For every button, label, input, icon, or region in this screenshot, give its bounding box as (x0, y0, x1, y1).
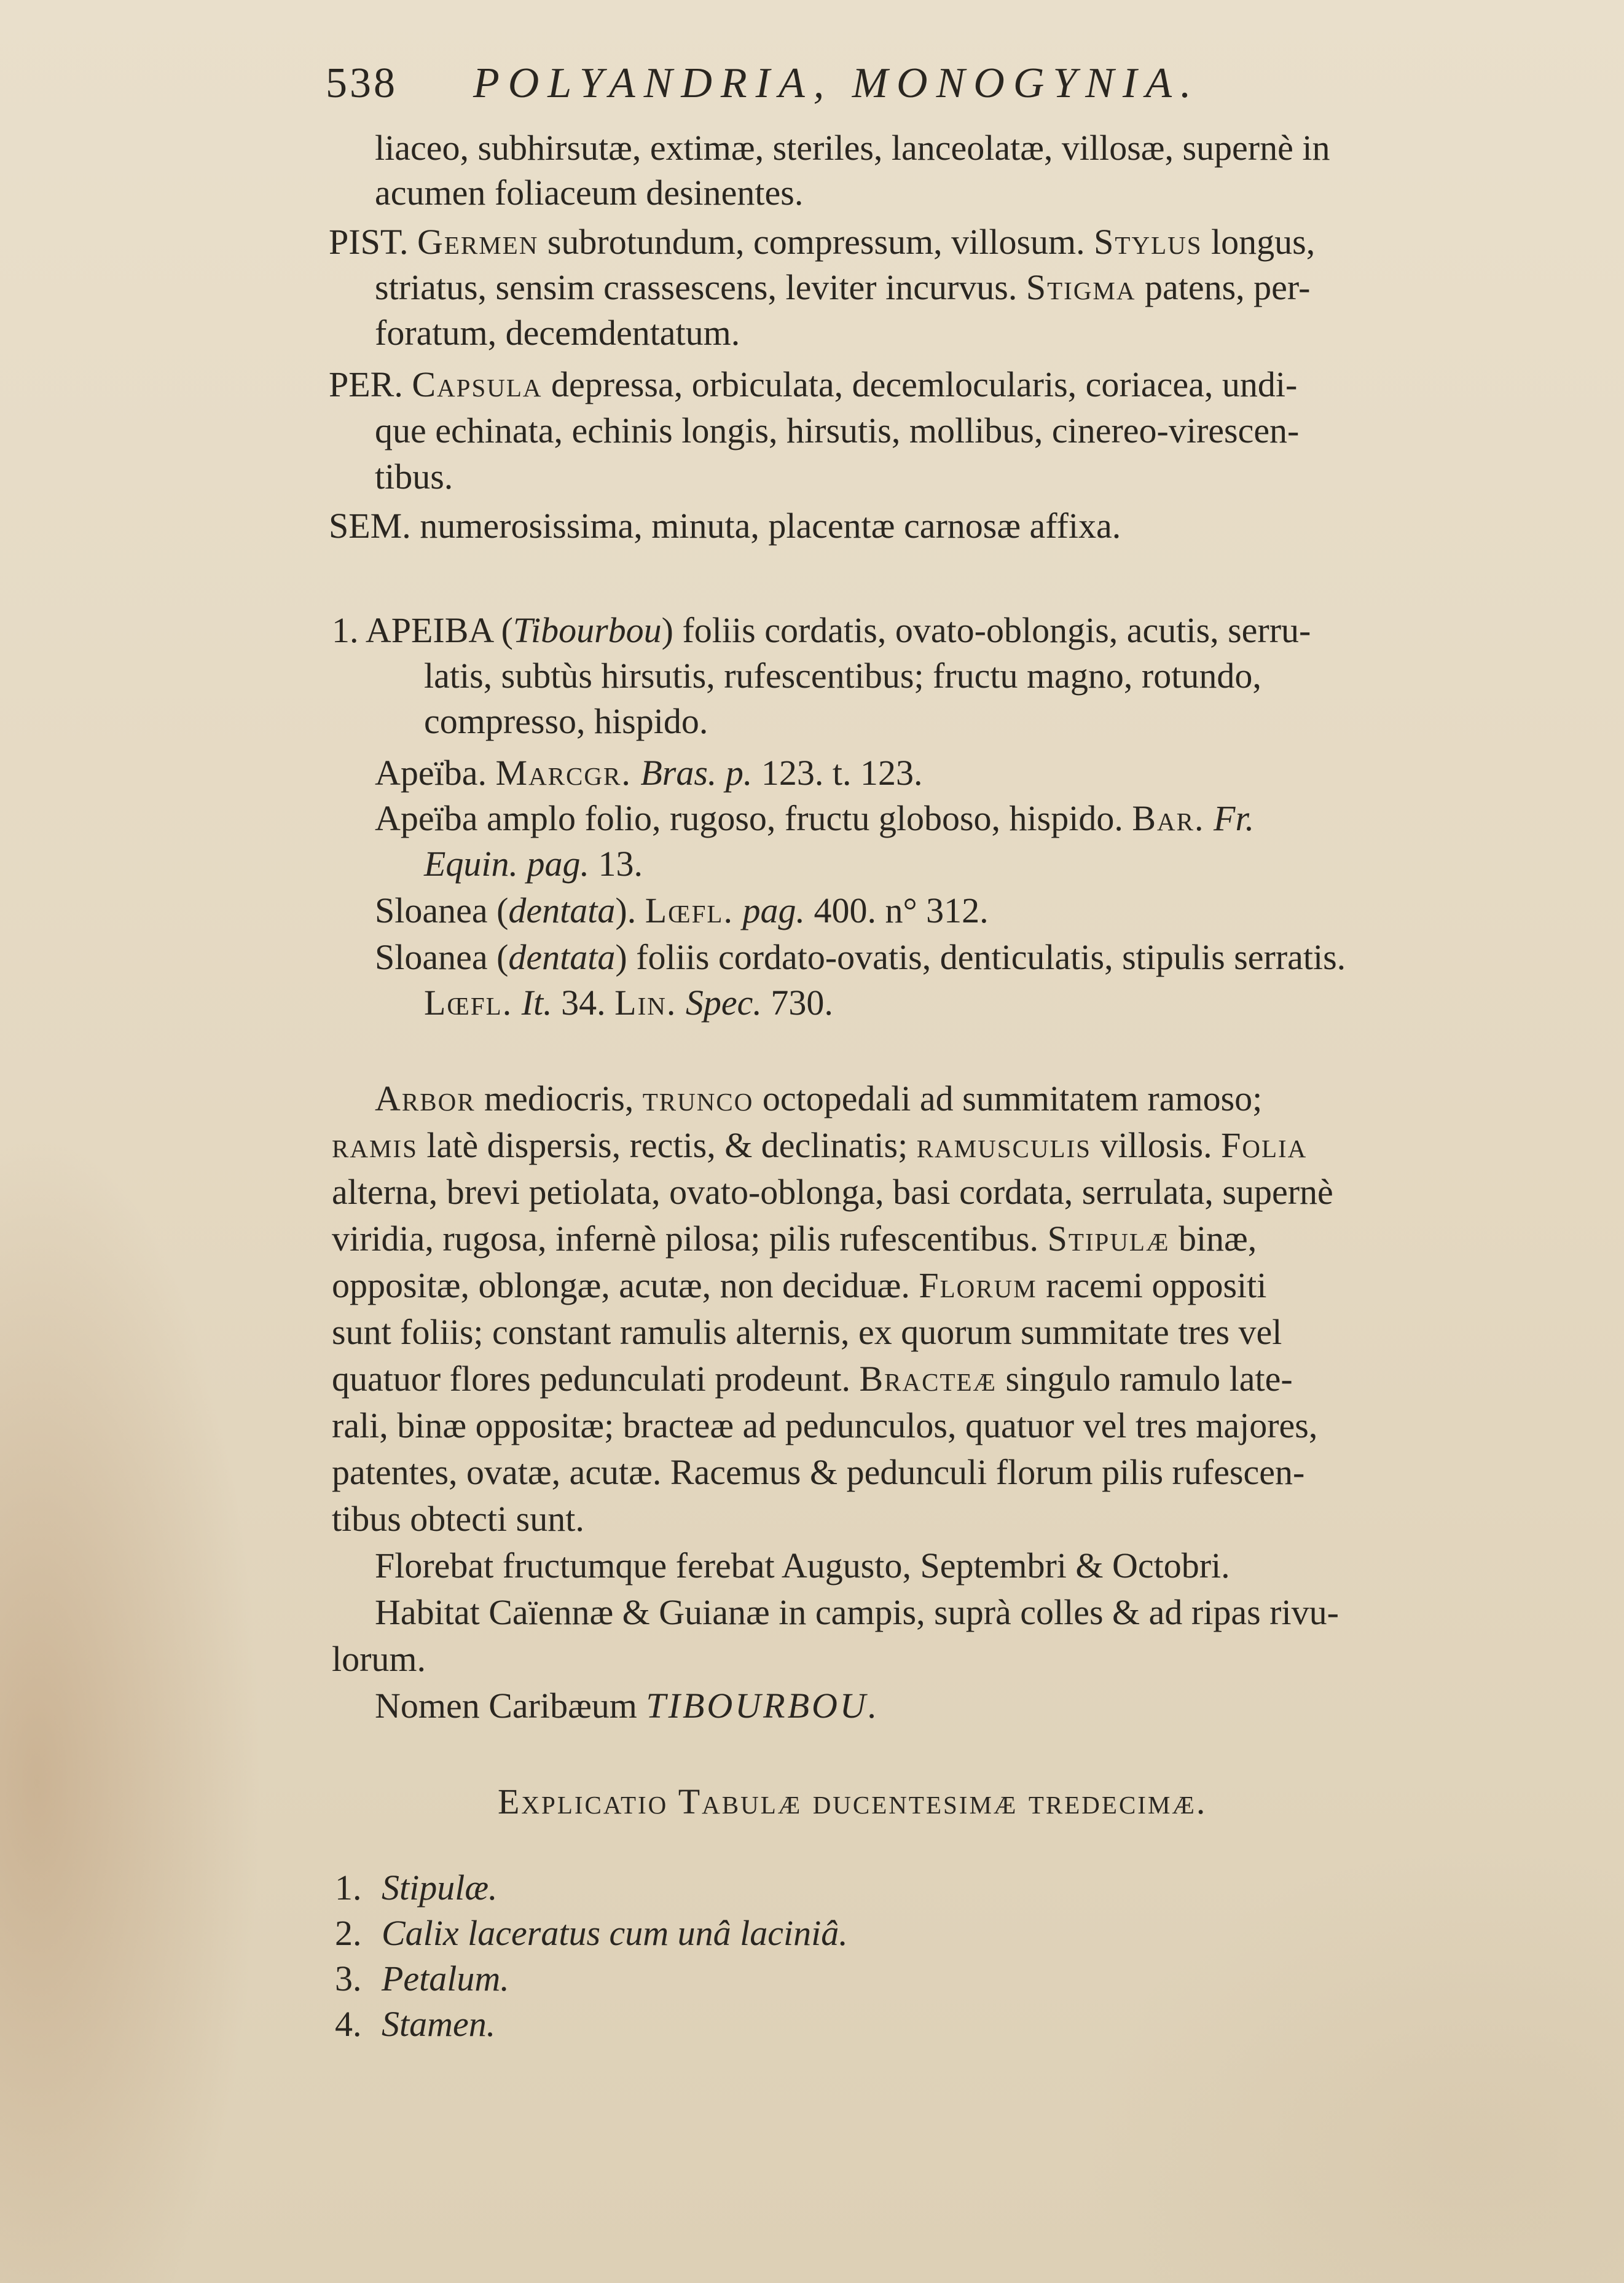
pist-line-2b: patens, per- (1145, 267, 1311, 307)
explicatio-item-4-text: Stamen. (382, 2004, 496, 2044)
capsula-label: Capsula (412, 364, 543, 404)
synonym-1-ref: 123. t. 123. (761, 753, 923, 793)
synonym-1-author: Marcgr. (495, 753, 632, 793)
ramusculis-label: ramusculis (916, 1125, 1091, 1165)
synonym-2-author: Bar. (1132, 798, 1205, 838)
sem-text: numerosissima, minuta, placentæ carnosæ affixa. (420, 506, 1121, 546)
synonym-1 (375, 751, 923, 795)
species-name: APEIBA (365, 610, 493, 650)
per-line-1 (329, 363, 1297, 407)
body-line-2b: villosis. (1100, 1125, 1212, 1165)
synonym-4-ref-1: 34. (561, 983, 606, 1023)
pist-line-3: foratum, decemdentatum. (375, 313, 740, 353)
species-vernacular: Tibourbou (512, 610, 662, 650)
body-line-6: sunt foliis; constant ramulis alternis, ex quorum summitate tres vel (332, 1312, 1282, 1352)
per-line-2: que echinata, echinis longis, hirsutis, mollibus, cinereo-virescen- (375, 411, 1300, 450)
stylus-label: Stylus (1094, 222, 1202, 262)
body-line-7a: quatuor flores pedunculati prodeunt. (332, 1359, 850, 1399)
stigma-label: Stigma (1026, 267, 1136, 307)
body-line-8: rali, binæ oppositæ; bracteæ ad pedunculos, quatuor vel tres majores, (332, 1405, 1318, 1445)
sem-line (329, 504, 1121, 548)
body-line-10: tibus obtecti sunt. (332, 1499, 584, 1539)
page-title: POLYANDRIA, MONOGYNIA. (473, 60, 1200, 107)
folia-label: Folia (1221, 1125, 1308, 1165)
explicatio-item-1-text: Stipulæ. (382, 1868, 498, 1908)
per-line-1-text: depressa, orbiculata, decemlocularis, coriacea, undi- (551, 364, 1298, 404)
body-line-5a: oppositæ, oblongæ, acutæ, non deciduæ. (332, 1265, 910, 1305)
nomen-vernacular: TIBOURBOU. (646, 1686, 880, 1726)
florebat-line: Florebat fructumque ferebat Augusto, Septembri & Octobri. (375, 1546, 1230, 1586)
synonym-2-work: Fr. (1214, 798, 1255, 838)
species-line-1: 1. APEIBA (Tibourbou) foliis cordatis, ovato-oblongis, acutis, serru- (332, 610, 1311, 650)
per-head: PER. (329, 364, 403, 404)
explicatio-item-4-num: 4. (335, 2004, 362, 2044)
pist-head: PIST. (329, 222, 409, 262)
explicatio-item-2-num: 2. (335, 1913, 362, 1953)
body-line-4b: binæ, (1178, 1219, 1257, 1259)
pist-line-2a: striatus, sensim crassescens, leviter incurvus. (375, 267, 1018, 307)
synonym-4-work-1: It. (521, 983, 552, 1023)
per-line-3: tibus. (375, 457, 453, 497)
explicatio-item-1-num: 1. (335, 1868, 362, 1908)
florum-label: Florum (919, 1265, 1037, 1305)
body-line-5b: racemi oppositi (1046, 1265, 1267, 1305)
running-header (326, 61, 1200, 106)
synonym-3-epithet: dentata (508, 890, 616, 930)
body-line-2a: latè dispersis, rectis, & declinatis; (426, 1125, 908, 1165)
body-line-3: alterna, brevi petiolata, ovato-oblonga, basi cordata, serrulata, supernè (332, 1172, 1333, 1212)
nomen-line (375, 1684, 879, 1728)
explicatio-item-1 (335, 1866, 498, 1910)
germen-text: subrotundum, compressum, villosum. (547, 222, 1085, 262)
habitat-line-2: lorum. (332, 1639, 426, 1679)
synonym-3-ref: 400. n° 312. (814, 890, 989, 930)
stipulae-label: Stipulæ (1047, 1219, 1170, 1259)
body-line-4a: viridia, rugosa, infernè pilosa; pilis rufescentibus. (332, 1219, 1039, 1259)
habitat-line-1: Habitat Caïennæ & Guianæ in campis, suprà colles & ad ripas rivu- (375, 1592, 1339, 1632)
synonym-3-work: pag. (742, 890, 805, 930)
synonym-2-text: Apeïba amplo folio, rugoso, fructu globoso, hispido. (375, 798, 1123, 838)
body-line-1 (375, 1077, 1262, 1121)
body-line-5 (332, 1263, 1266, 1308)
explicatio-item-2 (335, 1911, 848, 1955)
body-line-7 (332, 1357, 1293, 1401)
explicatio-item-3 (335, 1957, 509, 2001)
synonym-2-cont (424, 842, 643, 886)
explicatio-item-3-num: 3. (335, 1959, 362, 1998)
synonym-4-b: ) foliis cordato-ovatis, denticulatis, stipulis serratis. (615, 937, 1346, 977)
sem-head: SEM. (329, 506, 411, 546)
ramis-label: ramis (332, 1125, 418, 1165)
synonym-4-ref-2: 730. (771, 983, 833, 1023)
synonym-4-work-2: Spec. (685, 983, 762, 1023)
body-line-9: patentes, ovatæ, acutæ. Racemus & pedunculi florum pilis rufescen- (332, 1452, 1305, 1492)
synonym-4 (375, 935, 1346, 980)
synonym-1-work: Bras. p. (640, 753, 753, 793)
body-line-1a: mediocris, (484, 1079, 634, 1118)
synonym-4-author-2: Lin. (614, 983, 677, 1023)
synonym-4-cont (424, 981, 833, 1025)
bracteae-label: Bracteæ (859, 1359, 997, 1399)
synonym-4-epithet: dentata (508, 937, 616, 977)
nomen-text: Nomen Caribæum (375, 1686, 637, 1726)
explicatio-title: Explicatio Tabulæ ducentesimæ tredecimæ. (498, 1782, 1207, 1821)
species-line-2: latis, subtùs hirsutis, rufescentibus; fructu magno, rotundo, (424, 656, 1261, 696)
species-number: 1. (332, 610, 359, 650)
arbor-label: Arbor (375, 1079, 476, 1118)
desc-line-1: liaceo, subhirsutæ, extimæ, steriles, lanceolatæ, villosæ, supernè in (375, 128, 1330, 168)
synonym-3-author: Lœfl. (645, 890, 734, 930)
synonym-3 (375, 889, 989, 933)
germen-label: Germen (417, 222, 539, 262)
explicatio-item-3-text: Petalum. (382, 1959, 509, 1998)
body-line-2 (332, 1123, 1307, 1168)
explicatio-item-2-text: Calix laceratus cum unâ laciniâ. (382, 1913, 848, 1953)
desc-line-2: acumen foliaceum desinentes. (375, 173, 804, 213)
stylus-text: longus, (1211, 222, 1316, 262)
species-line-3: compresso, hispido. (424, 701, 708, 741)
synonym-2 (375, 796, 1254, 841)
pist-line-2 (375, 265, 1310, 310)
explicatio-item-4 (335, 2002, 495, 2046)
synonym-3-a: Sloanea ( (375, 890, 509, 930)
species-line-1-text: foliis cordatis, ovato-oblongis, acutis, serru- (682, 610, 1311, 650)
synonym-1-name: Apeïba. (375, 753, 487, 793)
body-line-1b: octopedali ad summitatem ramoso; (762, 1079, 1263, 1118)
synonym-3-b: ). (615, 890, 637, 930)
pist-line-1 (329, 220, 1315, 264)
page-number: 538 (326, 60, 398, 107)
synonym-2-ref: 13. (598, 844, 643, 884)
synonym-4-author-1: Lœfl. (424, 983, 513, 1023)
synonym-2-work-cont: Equin. pag. (424, 844, 590, 884)
trunco-label: trunco (642, 1079, 754, 1118)
body-line-7b: singulo ramulo late- (1005, 1359, 1293, 1399)
synonym-4-a: Sloanea ( (375, 937, 509, 977)
body-line-4 (332, 1217, 1257, 1261)
